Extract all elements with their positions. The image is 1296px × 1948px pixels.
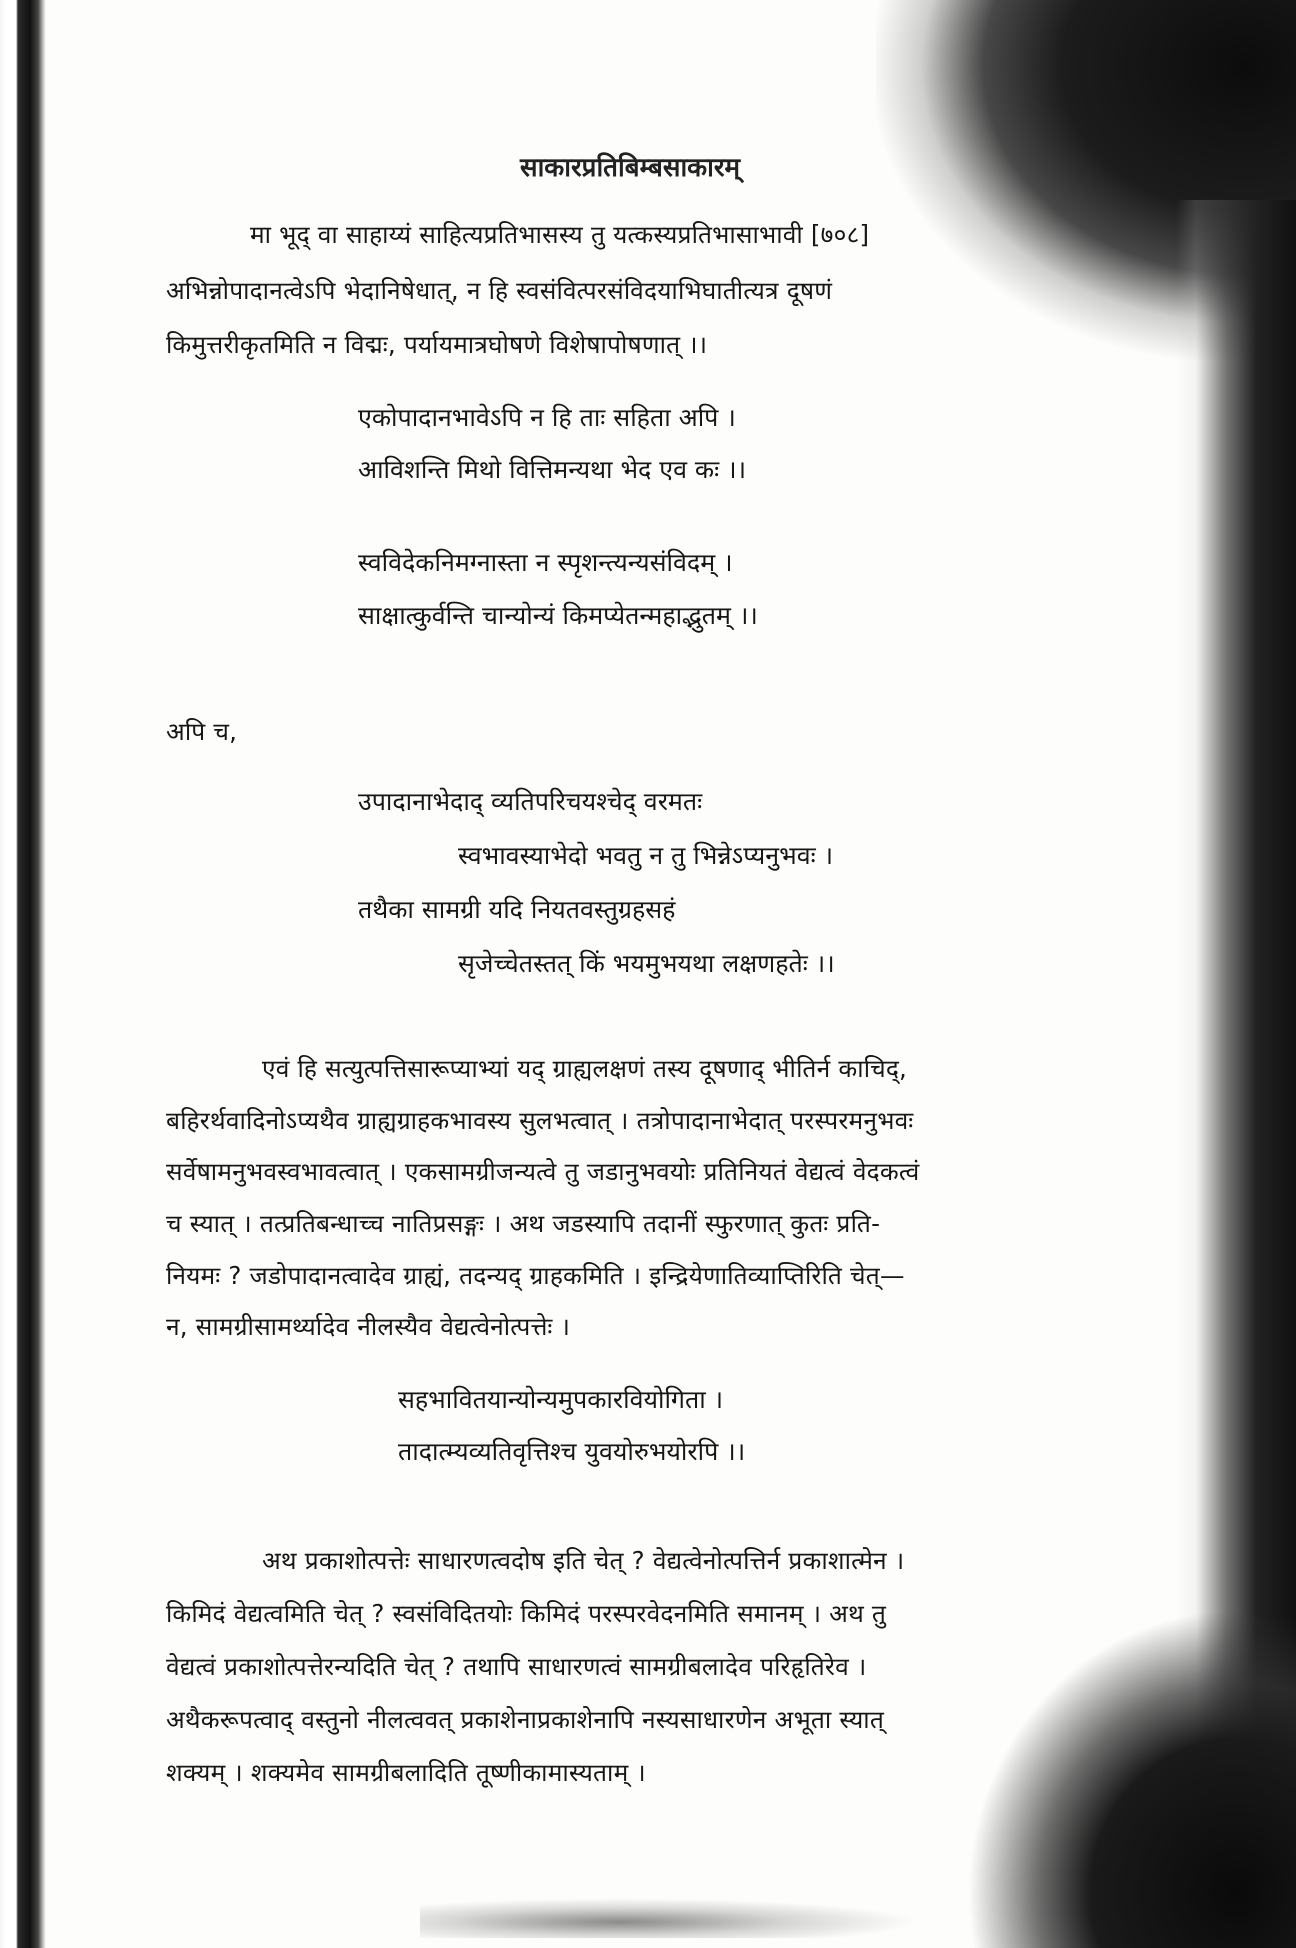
verse-3-line-3: तथैका सामग्री यदि नियतवस्तुग्रहसहं bbox=[358, 895, 676, 924]
verse-1-line-1: एकोपादानभावेऽपि न हि ताः सहिता अपि । bbox=[358, 403, 736, 432]
verse-2-line-1: स्वविदेकनिमग्नास्ता न स्पृशन्त्यन्यसंविदम् । bbox=[358, 548, 733, 577]
verse-4-line-1: सहभावितयान्योन्यमुपकारवियोगिता । bbox=[398, 1385, 724, 1414]
api-ca: अपि च, bbox=[166, 717, 238, 746]
verse-3-line-1: उपादानाभेदाद् व्यतिपरिचयश्चेद् वरमतः bbox=[358, 787, 703, 816]
paragraph-2-line-1: एवं हि सत्युत्पत्तिसारूप्याभ्यां यद् ग्राह्यलक्षणं तस्य दूषणाद् भीतिर्न काचिद्, bbox=[262, 1054, 908, 1083]
paragraph-1-line-1: मा भूद् वा साहाय्यं साहित्यप्रतिभासस्य तु यत्कस्यप्रतिभासाभावी [७०८] bbox=[250, 220, 870, 249]
binding-shadow bbox=[0, 0, 46, 1948]
scan-shadow-bottom-right bbox=[966, 1608, 1296, 1948]
verse-3-line-2: स्वभावस्याभेदो भवतु न तु भिन्नेऽप्यनुभवः । bbox=[458, 841, 834, 870]
running-header: साकारप्रतिबिम्बसाकारम् bbox=[520, 153, 741, 183]
paragraph-2-line-3: सर्वेषामनुभवस्वभावत्वात् । एकसामग्रीजन्यत्वे तु जडानुभवयोः प्रतिनियतं वेद्यत्वं वेदकत्वं bbox=[166, 1157, 920, 1186]
paragraph-1-line-3: किमुत्तरीकृतमिति न विद्मः, पर्यायमात्रघोषणे विशेषापोषणात् ।। bbox=[166, 330, 708, 359]
paragraph-3-line-1: अथ प्रकाशोत्पत्तेः साधारणत्वदोष इति चेत् ? वेद्यत्वेनोत्पत्तिर्न प्रकाशात्मेन । bbox=[262, 1546, 905, 1575]
paragraph-3-line-2: किमिदं वेद्यत्वमिति चेत् ? स्वसंविदितयोः किमिदं परस्परवेदनमिति समानम् । अथ तु bbox=[166, 1599, 887, 1628]
paragraph-2-line-6: न, सामग्रीसामर्थ्यादेव नीलस्यैव वेद्यत्वेनोत्पत्तेः । bbox=[166, 1312, 571, 1341]
verse-4-line-2: तादात्म्यव्यतिवृत्तिश्च युवयोरुभयोरपि ।। bbox=[398, 1437, 746, 1466]
verse-3-line-4: सृजेच्चेतस्तत् किं भयमुभयथा लक्षणहतेः ।। bbox=[458, 949, 835, 978]
paragraph-2-line-4: च स्यात् । तत्प्रतिबन्धाच्च नातिप्रसङ्गः । अथ जडस्यापि तदानीं स्फुरणात् कुतः प्रति- bbox=[166, 1209, 881, 1238]
paragraph-3-line-3: वेद्यत्वं प्रकाशोत्पत्तेरन्यदिति चेत् ? तथापि साधारणत्वं सामग्रीबलादेव परिहृतिरेव । bbox=[166, 1652, 867, 1681]
verse-2-line-2: साक्षात्कुर्वन्ति चान्योन्यं किमप्येतन्महाद्भुतम् ।। bbox=[358, 601, 758, 630]
paragraph-3-line-5: शक्यम् । शक्यमेव सामग्रीबलादिति तूष्णीकामास्यताम् । bbox=[166, 1758, 646, 1787]
paragraph-3-line-4: अथैकरूपत्वाद् वस्तुनो नीलत्ववत् प्रकाशेनाप्रकाशेनापि नस्यसाधारणेन अभूता स्यात् bbox=[166, 1705, 885, 1734]
verse-1-line-2: आविशन्ति मिथो वित्तिमन्यथा भेद एव कः ।। bbox=[358, 455, 747, 484]
scan-speckle-bottom bbox=[420, 1898, 920, 1938]
paragraph-2-line-5: नियमः ? जडोपादानत्वादेव ग्राह्यं, तदन्यद् ग्राहकमिति । इन्द्रियेणातिव्याप्तिरिति चेत्— bbox=[166, 1261, 905, 1290]
paragraph-1-line-2: अभिन्नोपादानत्वेऽपि भेदानिषेधात्, न हि स्वसंवित्परसंविदयाभिघातीत्यत्र दूषणं bbox=[166, 276, 833, 305]
paragraph-2-line-2: बहिरर्थवादिनोऽप्यथैव ग्राह्यग्राहकभावस्य सुलभत्वात् । तत्रोपादानाभेदात् परस्परमनुभवः bbox=[166, 1106, 914, 1135]
